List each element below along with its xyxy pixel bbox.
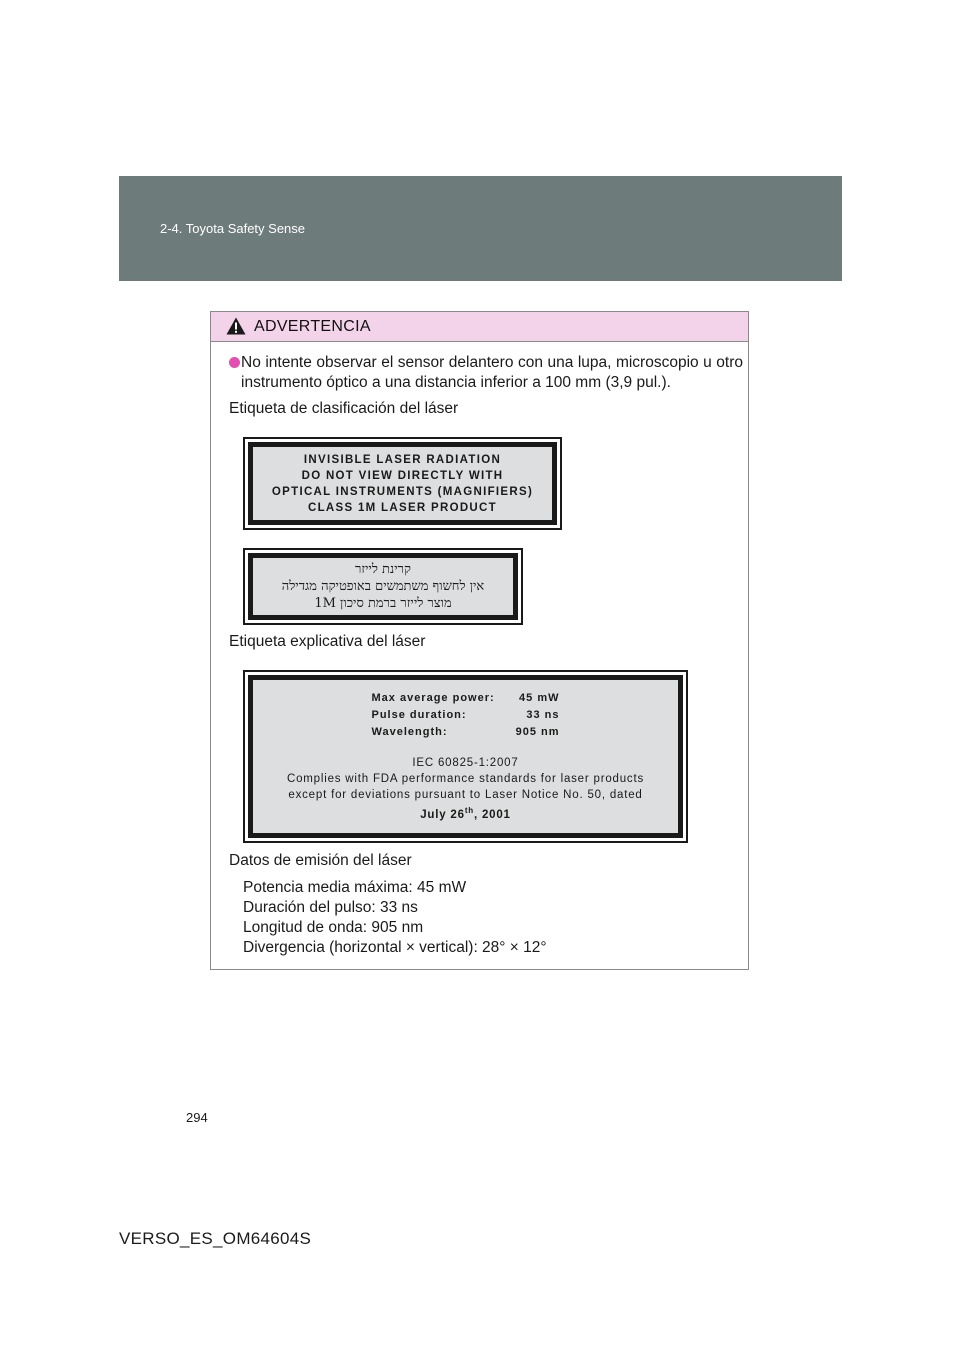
spec-value: 905 nm bbox=[515, 726, 560, 739]
label-line: INVISIBLE LASER RADIATION bbox=[303, 453, 502, 466]
label-line: מוצר לייזר ברמת סיכון 1M bbox=[314, 596, 452, 611]
laser-explanatory-label bbox=[243, 670, 688, 843]
emission-line: Potencia media máxima: 45 mW bbox=[243, 879, 467, 896]
laser-warning-label-hebrew bbox=[243, 548, 523, 625]
emission-heading: Datos de emisión del láser bbox=[229, 852, 412, 869]
section-title: 2-4. Toyota Safety Sense bbox=[160, 221, 306, 236]
spec-name: Pulse duration: bbox=[371, 709, 467, 722]
emission-line: Divergencia (horizontal × vertical): 28° × 12° bbox=[243, 939, 547, 956]
iec-standard: IEC 60825-1:2007 bbox=[412, 757, 519, 770]
explanatory-heading: Etiqueta explicativa del láser bbox=[229, 633, 426, 650]
label-line: OPTICAL INSTRUMENTS (MAGNIFIERS) bbox=[271, 485, 534, 498]
bullet-icon bbox=[229, 357, 240, 368]
warning-box bbox=[210, 311, 749, 970]
header-band bbox=[119, 176, 842, 281]
compliance-date: July 26th, 2001 bbox=[420, 806, 511, 821]
label-line: קרינת לייזר bbox=[355, 562, 411, 577]
classification-heading: Etiqueta de clasificación del láser bbox=[229, 400, 459, 417]
document-id: VERSO_ES_OM64604S bbox=[119, 1229, 312, 1248]
spec-name: Wavelength: bbox=[371, 726, 448, 739]
warning-header bbox=[211, 312, 748, 342]
label-line: אין לחשוף משתמשים באופטיקה מגדילה bbox=[281, 579, 485, 594]
fda-compliance-line: except for deviations pursuant to Laser Notice No. 50, dated bbox=[288, 789, 643, 802]
laser-warning-label-english bbox=[243, 437, 562, 530]
page-number: 294 bbox=[186, 1110, 208, 1125]
spec-name: Max average power: bbox=[371, 692, 495, 705]
label-line: CLASS 1M LASER PRODUCT bbox=[308, 501, 497, 514]
emission-line: Longitud de onda: 905 nm bbox=[243, 919, 424, 936]
bullet-text: No intente observar el sensor delantero con una lupa, microscopio u otro instrumento óptico a una distancia inferior a 100 mm (3,9 pul.). bbox=[241, 354, 743, 391]
label-line: DO NOT VIEW DIRECTLY WITH bbox=[301, 469, 504, 482]
spec-value: 33 ns bbox=[526, 709, 560, 722]
spec-value: 45 mW bbox=[519, 692, 560, 705]
warning-triangle-icon bbox=[226, 317, 246, 335]
warning-bullet bbox=[229, 353, 743, 393]
fda-compliance-line: Complies with FDA performance standards for laser products bbox=[286, 773, 645, 786]
spec-table bbox=[372, 690, 560, 741]
emission-line: Duración del pulso: 33 ns bbox=[243, 899, 418, 916]
warning-title: ADVERTENCIA bbox=[254, 318, 371, 335]
